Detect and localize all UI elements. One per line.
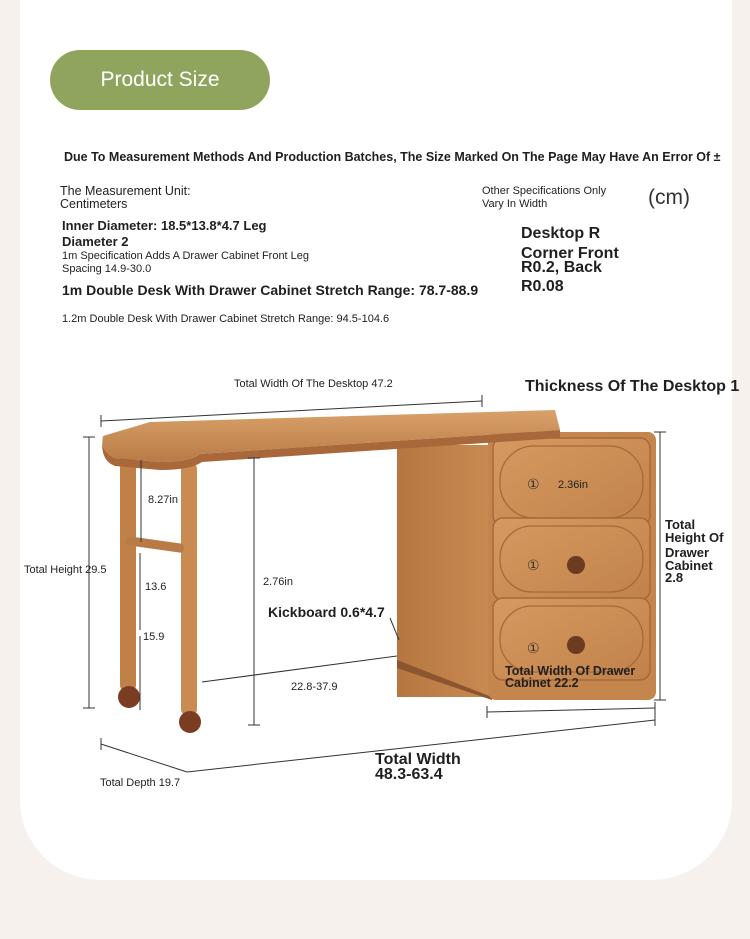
leg-front: [181, 462, 197, 716]
corner-line3: R0.2, Back: [521, 259, 602, 276]
label-136: 13.6: [145, 581, 167, 593]
range-12m: 1.2m Double Desk With Drawer Cabinet Stretch Range: 94.5-104.6: [62, 313, 390, 325]
inner-diameter-line2: Diameter 2: [62, 234, 129, 249]
drawer-number-2: ①: [527, 557, 540, 573]
other-specs-line1: Other Specifications Only: [482, 185, 607, 197]
label-drawer-height-5: 2.8: [665, 570, 684, 585]
corner-line2: Corner Front: [521, 245, 619, 262]
unit-symbol: (cm): [648, 186, 690, 209]
dim-leg-spacing: [202, 656, 397, 682]
label-drawer-height-2: Height Of: [665, 530, 724, 545]
spec-line2: Spacing 14.9-30.0: [62, 263, 152, 275]
corner-line4: R0.08: [521, 278, 564, 295]
label-159: 15.9: [143, 631, 165, 643]
label-drawer-height-1: Total: [665, 517, 696, 532]
range-1m: 1m Double Desk With Drawer Cabinet Stretch Range: 78.7-88.9: [62, 282, 479, 298]
label-drawer-height-4: Cabinet: [665, 558, 713, 573]
dim-total-depth: [101, 744, 187, 772]
label-leg-spacing: 22.8-37.9: [291, 681, 338, 693]
drawer-number-1: ①: [527, 476, 540, 492]
drawer-number-3: ①: [527, 640, 540, 656]
label-236: 2.36in: [558, 479, 588, 491]
dim-drawer-width: [487, 708, 655, 712]
inner-diameter-line1: Inner Diameter: 18.5*13.8*4.7 Leg: [62, 218, 267, 233]
badge-label: Product Size: [100, 68, 220, 91]
label-827: 8.27in: [148, 494, 178, 506]
leg-back: [120, 452, 136, 692]
label-desktop-width: Total Width Of The Desktop 47.2: [234, 378, 393, 390]
other-specs-line2: Vary In Width: [482, 198, 548, 210]
label-total-height: Total Height 29.5: [24, 564, 107, 576]
unit-value: Centimeters: [60, 197, 128, 211]
knob-2: [567, 556, 585, 574]
unit-label: The Measurement Unit:: [60, 184, 191, 198]
corner-line1: Desktop R: [521, 225, 601, 242]
label-kickboard: Kickboard 0.6*4.7: [268, 604, 385, 620]
leg-back-foot: [118, 686, 140, 708]
spec-line1: 1m Specification Adds A Drawer Cabinet Front Leg: [62, 250, 310, 262]
label-drawer-width-2: Cabinet 22.2: [505, 676, 579, 690]
label-total-depth: Total Depth 19.7: [100, 777, 181, 789]
label-276: 2.76in: [263, 576, 293, 588]
label-drawer-width-1: Total Width Of Drawer: [505, 664, 636, 678]
disclaimer-text: Due To Measurement Methods And Production Batches, The Size Marked On The Page May Have An Error Of ±: [64, 150, 721, 164]
knob-3: [567, 636, 585, 654]
label-total-width-1: Total Width: [375, 751, 461, 768]
label-total-width-2: 48.3-63.4: [375, 766, 443, 783]
label-drawer-height-3: Drawer: [665, 545, 710, 560]
cabinet-side: [397, 445, 492, 697]
label-desktop-thickness: Thickness Of The Desktop 1: [525, 378, 740, 395]
leg-front-foot: [179, 711, 201, 733]
